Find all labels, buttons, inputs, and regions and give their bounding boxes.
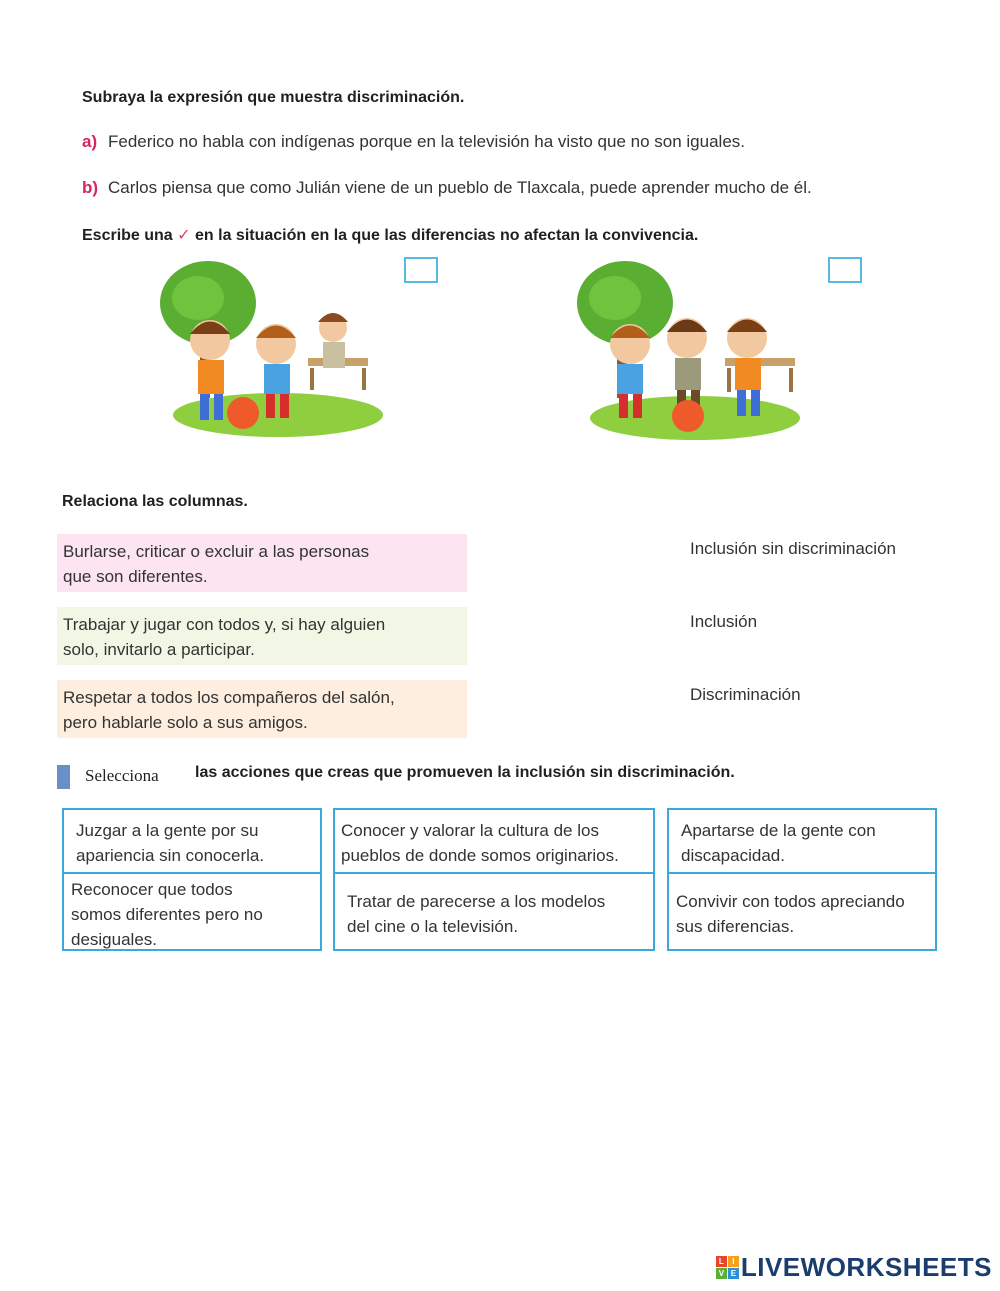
section3-title: Relaciona las columnas. bbox=[62, 493, 248, 510]
relate-right-item-2[interactable]: Inclusión bbox=[690, 612, 758, 631]
logo-letter-4: E bbox=[728, 1268, 739, 1279]
select-option-1-line2: apariencia sin conocerla. bbox=[76, 846, 265, 865]
relate-left-item-2[interactable] bbox=[57, 607, 467, 665]
relate-left-item-1[interactable] bbox=[57, 534, 467, 592]
select-option-5-line1: Tratar de parecerse a los modelos bbox=[347, 892, 606, 911]
check-icon: ✓ bbox=[177, 227, 191, 244]
relate-left-item-3[interactable] bbox=[57, 680, 467, 738]
select-option-2-line1: Conocer y valorar la cultura de los bbox=[341, 821, 599, 840]
select-option-3-line2: discapacidad. bbox=[681, 846, 785, 865]
relate-left-item-3-line1: Respetar a todos los compañeros del salón, bbox=[63, 688, 395, 707]
select-option-5[interactable] bbox=[333, 872, 655, 951]
select-option-1[interactable] bbox=[62, 808, 322, 874]
relate-left-item-2-line1: Trabajar y jugar con todos y, si hay alguien bbox=[63, 615, 386, 634]
logo-letter-3: V bbox=[716, 1268, 727, 1279]
logo-letter-1: L bbox=[716, 1256, 727, 1267]
select-option-4-line3: desiguales. bbox=[71, 930, 158, 949]
section1-title: Subraya la expresión que muestra discriminación. bbox=[82, 89, 465, 106]
logo-text: LIVEWORKSHEETS bbox=[740, 1252, 992, 1282]
relate-left-item-3-line2: pero hablarle solo a sus amigos. bbox=[63, 713, 308, 732]
select-option-3-line1: Apartarse de la gente con bbox=[681, 821, 876, 840]
section4-prefix: Selecciona bbox=[85, 766, 159, 785]
logo-mark-icon bbox=[716, 1256, 739, 1279]
select-option-6[interactable] bbox=[667, 872, 937, 951]
answer-box-left[interactable] bbox=[404, 257, 438, 283]
option-a-letter: a) bbox=[82, 132, 98, 151]
option-a-text[interactable]: Federico no habla con indígenas porque en la televisión ha visto que no son iguales. bbox=[108, 132, 745, 151]
select-option-6-line2: sus diferencias. bbox=[676, 917, 795, 936]
relate-left-item-1-line2: que son diferentes. bbox=[63, 567, 208, 586]
select-option-4-line2: somos diferentes pero no bbox=[71, 905, 263, 924]
select-option-5-line2: del cine o la televisión. bbox=[347, 917, 519, 936]
section2-title-before: Escribe una bbox=[82, 227, 173, 244]
section2-title bbox=[82, 225, 698, 245]
scene-right-illustration bbox=[575, 258, 815, 448]
option-b[interactable] bbox=[82, 178, 812, 198]
option-b-text[interactable]: Carlos piensa que como Julián viene de un pueblo de Tlaxcala, puede aprender mucho de él. bbox=[108, 178, 812, 197]
select-option-4-line1: Reconocer que todos bbox=[71, 880, 233, 899]
option-b-letter: b) bbox=[82, 178, 99, 197]
option-a[interactable] bbox=[82, 132, 745, 152]
select-option-6-line1: Convivir con todos apreciando bbox=[676, 892, 905, 911]
relate-left-item-2-line2: solo, invitarlo a participar. bbox=[63, 640, 255, 659]
section4-title: las acciones que creas que promueven la inclusión sin discriminación. bbox=[195, 764, 735, 781]
section2-title-after: en la situación en la que las diferencias no afectan la convivencia. bbox=[195, 227, 699, 244]
select-option-2-line2: pueblos de donde somos originarios. bbox=[341, 846, 619, 865]
scene-left-illustration bbox=[158, 258, 398, 448]
select-option-2[interactable] bbox=[333, 808, 655, 874]
answer-box-right[interactable] bbox=[828, 257, 862, 283]
logo-letter-2: I bbox=[728, 1256, 739, 1267]
select-option-4[interactable] bbox=[62, 872, 322, 951]
select-option-1-line1: Juzgar a la gente por su bbox=[76, 821, 259, 840]
section4-marker bbox=[57, 765, 70, 789]
select-option-3[interactable] bbox=[667, 808, 937, 874]
relate-right-item-3[interactable]: Discriminación bbox=[690, 685, 801, 704]
liveworksheets-logo[interactable] bbox=[716, 1252, 992, 1283]
relate-right-item-1[interactable]: Inclusión sin discriminación bbox=[690, 539, 896, 558]
relate-left-item-1-line1: Burlarse, criticar o excluir a las personas bbox=[63, 542, 370, 561]
